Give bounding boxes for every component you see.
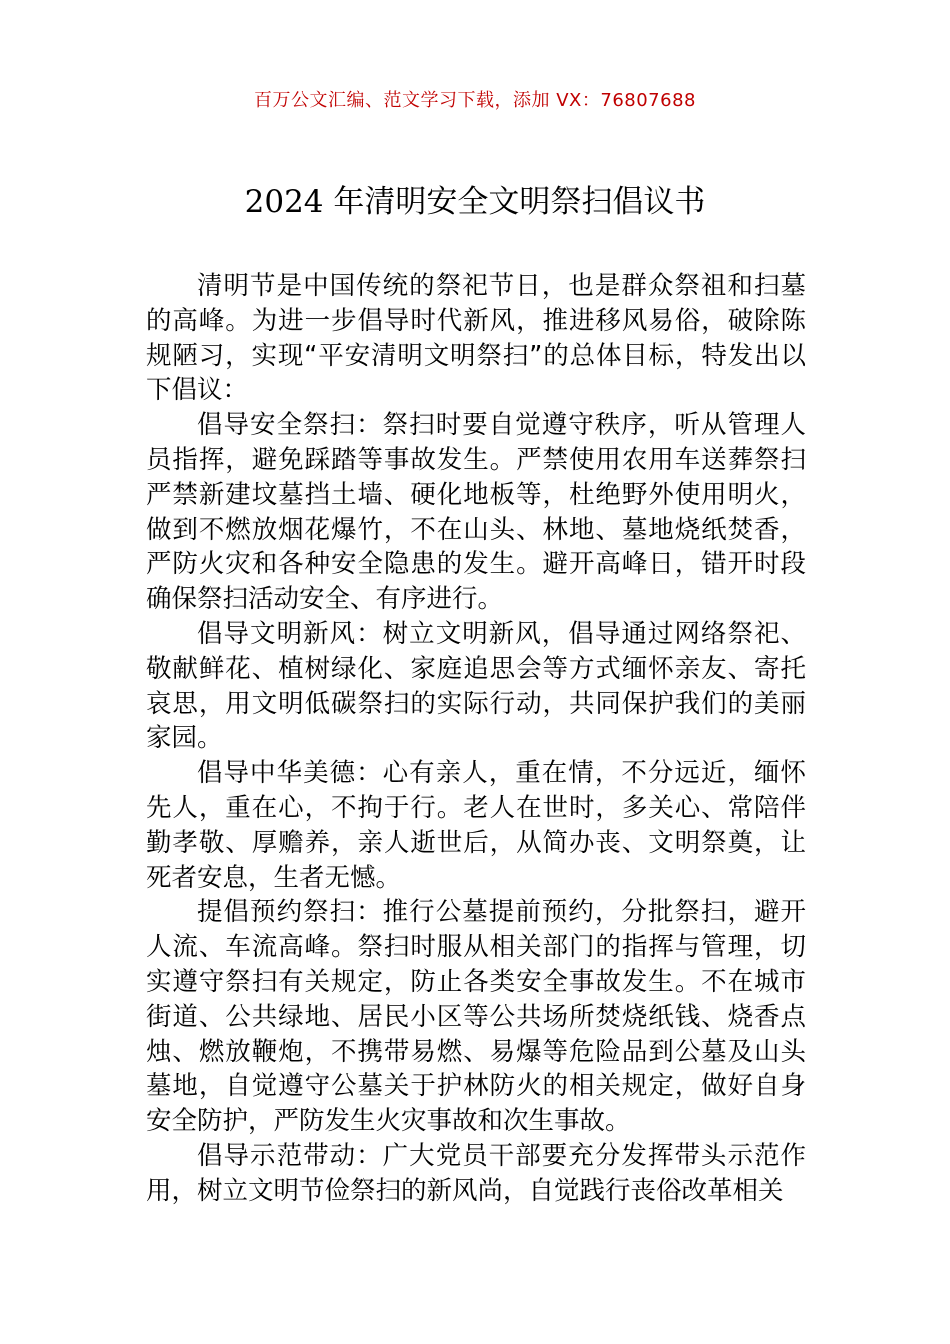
paragraph-intro: 清明节是中国传统的祭祀节日，也是群众祭祖和扫墓的高峰。为进一步倡导时代新风，推进移风易俗，破除陈规陋习，实现“平安清明文明祭扫”的总体目标，特发出以下倡议： bbox=[146, 271, 806, 406]
paragraph-safe-sweeping: 倡导安全祭扫：祭扫时要自觉遵守秩序，听从管理人员指挥，避免踩踏等事故发生。严禁使用农用车送葬祭扫严禁新建坟墓挡土墙、硬化地板等，杜绝野外使用明火，做到不燃放烟花爆竹，不在山头、林地、墓地烧纸焚香，严防火灾和各种安全隐患的发生。避开高峰日，错开时段确保祭扫活动安全、有序进行。 bbox=[146, 410, 806, 615]
document-title: 2024 年清明安全文明祭扫倡议书 bbox=[244, 184, 706, 220]
document-body bbox=[146, 269, 806, 1209]
header-note: 百万公文汇编、范文学习下载，添加 VX：76807688 bbox=[254, 90, 696, 111]
paragraph-reservation: 提倡预约祭扫：推行公墓提前预约，分批祭扫，避开人流、车流高峰。祭扫时服从相关部门的指挥与管理，切实遵守祭扫有关规定，防止各类安全事故发生。不在城市街道、公共绿地、居民小区等公共场所焚烧纸钱、烧香点烛、燃放鞭炮，不携带易燃、易爆等危险品到公墓及山头墓地，自觉遵守公墓关于护林防火的相关规定，做好自身安全防护，严防发生火灾事故和次生事故。 bbox=[146, 897, 806, 1137]
paragraph-civilized-custom: 倡导文明新风：树立文明新风，倡导通过网络祭祀、敬献鲜花、植树绿化、家庭追思会等方式缅怀亲友、寄托哀思，用文明低碳祭扫的实际行动，共同保护我们的美丽家园。 bbox=[146, 618, 806, 754]
paragraph-chinese-virtue: 倡导中华美德：心有亲人，重在情，不分远近，缅怀先人，重在心，不拘于行。老人在世时，多关心、常陪伴勤孝敬、厚赡养，亲人逝世后，从简办丧、文明祭奠，让死者安息，生者无憾。 bbox=[146, 758, 806, 893]
paragraph-leadership-example: 倡导示范带动：广大党员干部要充分发挥带头示范作用，树立文明节俭祭扫的新风尚，自觉践行丧俗改革相关 bbox=[146, 1140, 806, 1206]
